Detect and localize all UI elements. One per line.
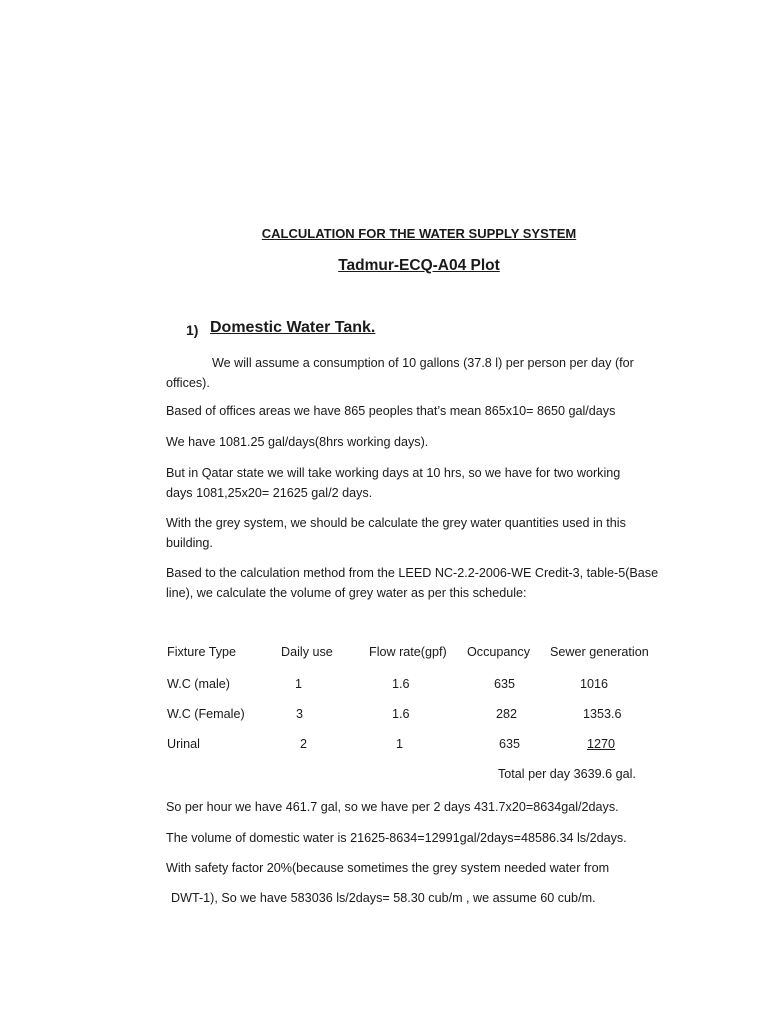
table-cell: 1.6 xyxy=(392,707,410,721)
table-total: Total per day 3639.6 gal. xyxy=(498,767,636,781)
table-header: Occupancy xyxy=(467,645,530,659)
section-heading: Domestic Water Tank. xyxy=(210,319,376,336)
table-cell: W.C (male) xyxy=(167,677,230,691)
table-cell: 635 xyxy=(494,677,516,691)
table-cell: 1 xyxy=(295,677,303,691)
document-subtitle: Tadmur-ECQ-A04 Plot xyxy=(338,257,500,274)
paragraph-line: days 1081,25x20= 21625 gal/2 days. xyxy=(166,486,373,500)
paragraph-line: offices). xyxy=(166,376,210,390)
table-header: Flow rate(gpf) xyxy=(369,645,447,659)
table-header: Daily use xyxy=(281,645,333,659)
table-cell: 635 xyxy=(499,737,521,751)
table-cell: 1270 xyxy=(587,737,616,751)
table-cell: 1353.6 xyxy=(583,707,622,721)
paragraph-line: We have 1081.25 gal/days(8hrs working days). xyxy=(166,435,429,449)
table-header: Sewer generation xyxy=(550,645,649,659)
table-cell: 3 xyxy=(296,707,304,721)
paragraph-line: So per hour we have 461.7 gal, so we have per 2 days 431.7x20=8634gal/2days. xyxy=(166,800,619,814)
table-cell: Urinal xyxy=(167,737,200,751)
table-cell: 2 xyxy=(300,737,308,751)
paragraph-line: Based to the calculation method from the LEED NC-2.2-2006-WE Credit-3, table-5(Base xyxy=(166,566,659,580)
table-header: Fixture Type xyxy=(167,645,237,659)
table-cell: 282 xyxy=(496,707,518,721)
paragraph-line: line), we calculate the volume of grey water as per this schedule: xyxy=(166,586,527,600)
paragraph-line: With safety factor 20%(because sometimes the grey system needed water from xyxy=(166,861,610,875)
paragraph-line: But in Qatar state we will take working days at 10 hrs, so we have for two working xyxy=(166,466,621,480)
paragraph-line: Based of offices areas we have 865 peoples that’s mean 865x10= 8650 gal/days xyxy=(166,404,616,418)
table-cell: 1016 xyxy=(580,677,609,691)
table-cell: 1.6 xyxy=(392,677,410,691)
paragraph-line: DWT-1), So we have 583036 ls/2days= 58.30 cub/m , we assume 60 cub/m. xyxy=(171,891,596,905)
paragraph-line: We will assume a consumption of 10 gallons (37.8 l) per person per day (for xyxy=(212,356,634,370)
section-number: 1) xyxy=(186,322,199,338)
table-cell: W.C (Female) xyxy=(167,707,245,721)
paragraph-line: building. xyxy=(166,536,213,550)
paragraph-line: The volume of domestic water is 21625-8634=12991gal/2days=48586.34 ls/2days. xyxy=(166,831,627,845)
document-title: CALCULATION FOR THE WATER SUPPLY SYSTEM xyxy=(261,226,577,241)
paragraph-line: With the grey system, we should be calculate the grey water quantities used in this xyxy=(166,516,626,530)
table-cell: 1 xyxy=(396,737,404,751)
